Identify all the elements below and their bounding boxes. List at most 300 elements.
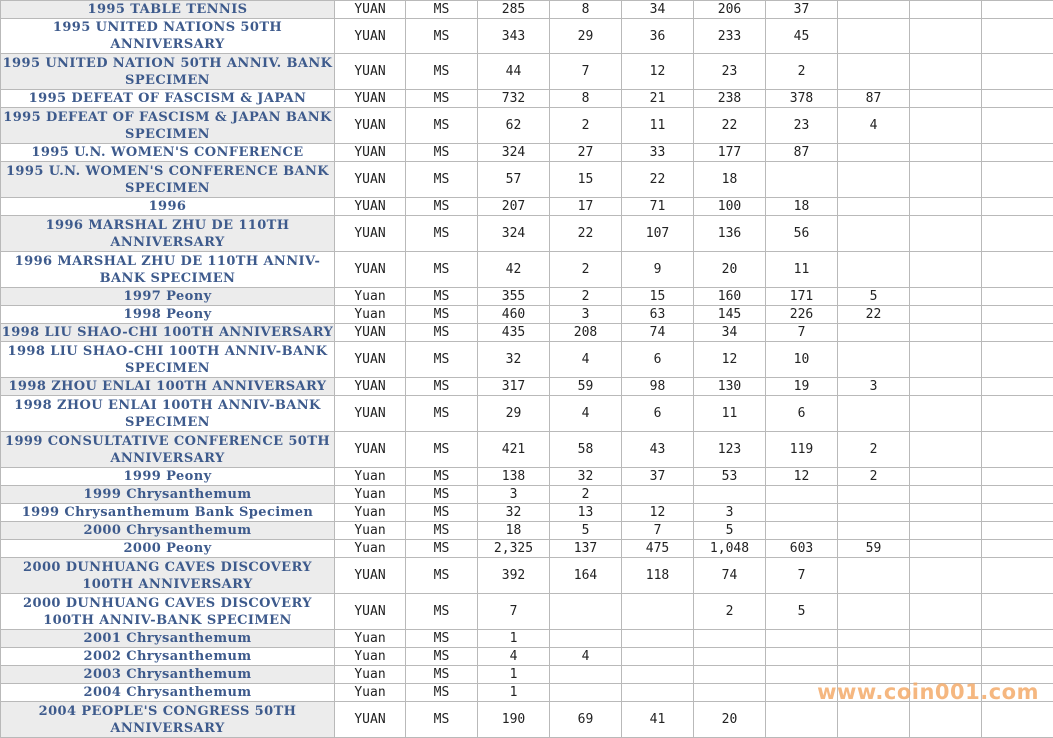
value-cell [838, 504, 910, 522]
coin-name-cell: 1996 [1, 198, 335, 216]
coin-name-cell: 1995 U.N. WOMEN'S CONFERENCE BANK SPECIMEN [1, 162, 335, 198]
value-cell: 36 [622, 19, 694, 54]
value-cell [910, 504, 982, 522]
value-cell: 421 [478, 432, 550, 468]
value-cell: 233 [694, 19, 766, 54]
currency-cell: YUAN [335, 396, 406, 432]
value-cell [982, 252, 1053, 288]
value-cell [982, 342, 1053, 378]
value-cell: 8 [550, 1, 622, 19]
value-cell: 7 [622, 522, 694, 540]
value-cell [910, 252, 982, 288]
value-cell [910, 666, 982, 684]
value-cell: 6 [622, 396, 694, 432]
grade-cell: MS [406, 144, 478, 162]
value-cell: 355 [478, 288, 550, 306]
value-cell: 1,048 [694, 540, 766, 558]
grade-cell: MS [406, 540, 478, 558]
table-row [1, 522, 1053, 540]
value-cell: 44 [478, 54, 550, 90]
grade-cell: MS [406, 19, 478, 54]
value-cell [766, 522, 838, 540]
table-row [1, 216, 1053, 252]
grade-cell: MS [406, 252, 478, 288]
value-cell [838, 630, 910, 648]
value-cell [694, 648, 766, 666]
currency-cell: YUAN [335, 252, 406, 288]
table-row [1, 144, 1053, 162]
value-cell: 2 [766, 54, 838, 90]
currency-cell: YUAN [335, 342, 406, 378]
value-cell: 42 [478, 252, 550, 288]
value-cell [910, 594, 982, 630]
coin-name-cell: 1996 MARSHAL ZHU DE 110TH ANNIV-BANK SPECIMEN [1, 252, 335, 288]
table-row [1, 540, 1053, 558]
value-cell [838, 162, 910, 198]
coin-name-cell: 2002 Chrysanthemum [1, 648, 335, 666]
value-cell: 22 [622, 162, 694, 198]
value-cell: 63 [622, 306, 694, 324]
value-cell: 34 [694, 324, 766, 342]
value-cell: 74 [694, 558, 766, 594]
currency-cell: Yuan [335, 486, 406, 504]
value-cell [838, 396, 910, 432]
currency-cell: YUAN [335, 324, 406, 342]
value-cell [838, 594, 910, 630]
value-cell [982, 90, 1053, 108]
value-cell [838, 666, 910, 684]
coin-name-cell: 1995 U.N. WOMEN'S CONFERENCE [1, 144, 335, 162]
currency-cell: YUAN [335, 162, 406, 198]
value-cell [982, 288, 1053, 306]
value-cell [910, 468, 982, 486]
table-row [1, 594, 1053, 630]
currency-cell: Yuan [335, 684, 406, 702]
value-cell: 2 [550, 486, 622, 504]
grade-cell: MS [406, 486, 478, 504]
value-cell: 23 [694, 54, 766, 90]
value-cell: 171 [766, 288, 838, 306]
value-cell: 15 [550, 162, 622, 198]
coin-name-cell: 2001 Chrysanthemum [1, 630, 335, 648]
value-cell: 2 [838, 432, 910, 468]
value-cell [982, 432, 1053, 468]
value-cell [910, 540, 982, 558]
table-row [1, 684, 1053, 702]
coin-name-cell: 2003 Chrysanthemum [1, 666, 335, 684]
value-cell: 324 [478, 216, 550, 252]
coin-name-cell: 1998 ZHOU ENLAI 100TH ANNIV-BANK SPECIMEN [1, 396, 335, 432]
table-row [1, 342, 1053, 378]
value-cell [982, 198, 1053, 216]
value-cell: 56 [766, 216, 838, 252]
value-cell [838, 522, 910, 540]
currency-cell: Yuan [335, 630, 406, 648]
currency-cell: Yuan [335, 288, 406, 306]
value-cell [838, 144, 910, 162]
currency-cell: YUAN [335, 144, 406, 162]
table-row [1, 648, 1053, 666]
value-cell: 603 [766, 540, 838, 558]
value-cell: 130 [694, 378, 766, 396]
value-cell: 3 [694, 504, 766, 522]
value-cell [622, 486, 694, 504]
value-cell [910, 19, 982, 54]
value-cell: 98 [622, 378, 694, 396]
value-cell: 5 [766, 594, 838, 630]
value-cell: 145 [694, 306, 766, 324]
value-cell: 2 [550, 288, 622, 306]
value-cell [910, 144, 982, 162]
grade-cell: MS [406, 648, 478, 666]
table-row [1, 19, 1053, 54]
coin-name-cell: 2004 PEOPLE'S CONGRESS 50TH ANNIVERSARY [1, 702, 335, 738]
value-cell [982, 540, 1053, 558]
currency-cell: YUAN [335, 378, 406, 396]
value-cell: 9 [622, 252, 694, 288]
value-cell: 177 [694, 144, 766, 162]
value-cell: 1 [478, 684, 550, 702]
value-cell: 29 [478, 396, 550, 432]
currency-cell: YUAN [335, 54, 406, 90]
value-cell [982, 702, 1053, 738]
value-cell: 100 [694, 198, 766, 216]
value-cell: 32 [478, 504, 550, 522]
value-cell [766, 630, 838, 648]
value-cell: 285 [478, 1, 550, 19]
value-cell: 23 [766, 108, 838, 144]
currency-cell: Yuan [335, 522, 406, 540]
currency-cell: YUAN [335, 1, 406, 19]
table-body [1, 1, 1053, 738]
value-cell: 3 [838, 378, 910, 396]
value-cell [838, 648, 910, 666]
value-cell: 1 [478, 630, 550, 648]
value-cell: 136 [694, 216, 766, 252]
coin-name-cell: 1999 Peony [1, 468, 335, 486]
value-cell [622, 684, 694, 702]
value-cell: 119 [766, 432, 838, 468]
value-cell: 69 [550, 702, 622, 738]
value-cell [910, 342, 982, 378]
value-cell [838, 198, 910, 216]
value-cell [910, 324, 982, 342]
grade-cell: MS [406, 702, 478, 738]
value-cell: 37 [622, 468, 694, 486]
value-cell [910, 396, 982, 432]
value-cell: 226 [766, 306, 838, 324]
value-cell [910, 90, 982, 108]
coin-name-cell: 1998 Peony [1, 306, 335, 324]
value-cell: 13 [550, 504, 622, 522]
value-cell: 317 [478, 378, 550, 396]
value-cell: 71 [622, 198, 694, 216]
value-cell [910, 216, 982, 252]
table-row [1, 108, 1053, 144]
grade-cell: MS [406, 630, 478, 648]
value-cell: 4 [478, 648, 550, 666]
coin-name-cell: 1998 ZHOU ENLAI 100TH ANNIVERSARY [1, 378, 335, 396]
coin-name-cell: 1999 Chrysanthemum Bank Specimen [1, 504, 335, 522]
value-cell: 58 [550, 432, 622, 468]
currency-cell: YUAN [335, 19, 406, 54]
value-cell: 11 [622, 108, 694, 144]
coin-name-cell: 1995 TABLE TENNIS [1, 1, 335, 19]
value-cell [982, 558, 1053, 594]
value-cell: 33 [622, 144, 694, 162]
coin-name-cell: 1995 DEFEAT OF FASCISM & JAPAN BANK SPECIMEN [1, 108, 335, 144]
value-cell: 392 [478, 558, 550, 594]
grade-cell: MS [406, 90, 478, 108]
value-cell: 62 [478, 108, 550, 144]
value-cell: 5 [838, 288, 910, 306]
value-cell [838, 216, 910, 252]
value-cell: 7 [766, 558, 838, 594]
value-cell [982, 630, 1053, 648]
value-cell: 21 [622, 90, 694, 108]
value-cell [910, 108, 982, 144]
value-cell [838, 1, 910, 19]
value-cell: 43 [622, 432, 694, 468]
currency-cell: YUAN [335, 216, 406, 252]
value-cell: 29 [550, 19, 622, 54]
value-cell [766, 162, 838, 198]
value-cell: 160 [694, 288, 766, 306]
value-cell: 20 [694, 702, 766, 738]
value-cell [694, 666, 766, 684]
coin-name-cell: 1995 DEFEAT OF FASCISM & JAPAN [1, 90, 335, 108]
value-cell [622, 666, 694, 684]
value-cell: 12 [622, 54, 694, 90]
coin-name-cell: 1998 LIU SHAO-CHI 100TH ANNIVERSARY [1, 324, 335, 342]
coin-name-cell: 2000 Chrysanthemum [1, 522, 335, 540]
value-cell [910, 378, 982, 396]
value-cell: 59 [550, 378, 622, 396]
value-cell [982, 486, 1053, 504]
value-cell: 41 [622, 702, 694, 738]
value-cell: 22 [838, 306, 910, 324]
value-cell: 20 [694, 252, 766, 288]
grade-cell: MS [406, 468, 478, 486]
coin-name-cell: 1999 Chrysanthemum [1, 486, 335, 504]
value-cell [982, 396, 1053, 432]
grade-cell: MS [406, 504, 478, 522]
value-cell [982, 144, 1053, 162]
grade-cell: MS [406, 324, 478, 342]
value-cell [838, 558, 910, 594]
value-cell [838, 342, 910, 378]
value-cell: 5 [550, 522, 622, 540]
value-cell: 22 [550, 216, 622, 252]
value-cell: 1 [478, 666, 550, 684]
value-cell [622, 648, 694, 666]
value-cell [550, 594, 622, 630]
value-cell [838, 684, 910, 702]
value-cell: 37 [766, 1, 838, 19]
value-cell: 3 [478, 486, 550, 504]
value-cell: 460 [478, 306, 550, 324]
value-cell [910, 684, 982, 702]
table-row [1, 1, 1053, 19]
value-cell: 2 [694, 594, 766, 630]
value-cell: 74 [622, 324, 694, 342]
coin-name-cell: 2004 Chrysanthemum [1, 684, 335, 702]
value-cell: 59 [838, 540, 910, 558]
value-cell [982, 216, 1053, 252]
grade-cell: MS [406, 1, 478, 19]
currency-cell: YUAN [335, 432, 406, 468]
value-cell: 6 [622, 342, 694, 378]
table-row [1, 486, 1053, 504]
table-row [1, 90, 1053, 108]
value-cell [838, 19, 910, 54]
value-cell: 27 [550, 144, 622, 162]
currency-cell: YUAN [335, 198, 406, 216]
value-cell: 2,325 [478, 540, 550, 558]
value-cell: 8 [550, 90, 622, 108]
value-cell [910, 54, 982, 90]
currency-cell: Yuan [335, 468, 406, 486]
value-cell: 87 [838, 90, 910, 108]
value-cell: 18 [766, 198, 838, 216]
grade-cell: MS [406, 684, 478, 702]
value-cell [622, 594, 694, 630]
table-row [1, 324, 1053, 342]
currency-cell: Yuan [335, 540, 406, 558]
value-cell [694, 684, 766, 702]
table-row [1, 252, 1053, 288]
grade-cell: MS [406, 558, 478, 594]
grade-cell: MS [406, 162, 478, 198]
value-cell: 4 [550, 342, 622, 378]
value-cell: 87 [766, 144, 838, 162]
value-cell: 7 [478, 594, 550, 630]
value-cell: 7 [766, 324, 838, 342]
value-cell [982, 648, 1053, 666]
value-cell: 138 [478, 468, 550, 486]
table-row [1, 198, 1053, 216]
value-cell [910, 1, 982, 19]
grade-cell: MS [406, 54, 478, 90]
table-row [1, 162, 1053, 198]
value-cell [550, 666, 622, 684]
currency-cell: Yuan [335, 648, 406, 666]
value-cell: 324 [478, 144, 550, 162]
currency-cell: YUAN [335, 90, 406, 108]
coin-name-cell: 1997 Peony [1, 288, 335, 306]
value-cell [982, 162, 1053, 198]
value-cell [982, 306, 1053, 324]
value-cell: 2 [550, 252, 622, 288]
value-cell: 2 [550, 108, 622, 144]
table-row [1, 468, 1053, 486]
value-cell [982, 522, 1053, 540]
value-cell [766, 666, 838, 684]
value-cell [910, 522, 982, 540]
value-cell: 732 [478, 90, 550, 108]
value-cell [766, 684, 838, 702]
value-cell [982, 504, 1053, 522]
value-cell: 15 [622, 288, 694, 306]
value-cell [766, 504, 838, 522]
currency-cell: Yuan [335, 504, 406, 522]
site-watermark: www.coin001.com [817, 680, 1039, 704]
grade-cell: MS [406, 666, 478, 684]
value-cell: 32 [478, 342, 550, 378]
value-cell [982, 1, 1053, 19]
value-cell: 435 [478, 324, 550, 342]
value-cell [838, 252, 910, 288]
currency-cell: Yuan [335, 306, 406, 324]
value-cell [982, 19, 1053, 54]
table-row [1, 630, 1053, 648]
grade-cell: MS [406, 288, 478, 306]
value-cell [766, 648, 838, 666]
value-cell: 18 [694, 162, 766, 198]
coin-name-cell: 2000 DUNHUANG CAVES DISCOVERY 100TH ANNIV-BANK SPECIMEN [1, 594, 335, 630]
value-cell [910, 558, 982, 594]
value-cell: 7 [550, 54, 622, 90]
grade-cell: MS [406, 198, 478, 216]
value-cell: 45 [766, 19, 838, 54]
grade-cell: MS [406, 594, 478, 630]
value-cell [838, 324, 910, 342]
value-cell [766, 486, 838, 504]
value-cell [982, 54, 1053, 90]
table-row [1, 666, 1053, 684]
grade-cell: MS [406, 216, 478, 252]
coin-name-cell: 1996 MARSHAL ZHU DE 110TH ANNIVERSARY [1, 216, 335, 252]
value-cell [910, 288, 982, 306]
currency-cell: YUAN [335, 702, 406, 738]
value-cell [694, 630, 766, 648]
value-cell: 206 [694, 1, 766, 19]
table-row [1, 306, 1053, 324]
value-cell: 107 [622, 216, 694, 252]
currency-cell: Yuan [335, 666, 406, 684]
value-cell: 190 [478, 702, 550, 738]
table-row [1, 288, 1053, 306]
value-cell [982, 684, 1053, 702]
value-cell [550, 630, 622, 648]
value-cell: 118 [622, 558, 694, 594]
table-row [1, 378, 1053, 396]
value-cell: 12 [694, 342, 766, 378]
value-cell [910, 198, 982, 216]
value-cell [910, 702, 982, 738]
currency-cell: YUAN [335, 108, 406, 144]
value-cell [910, 162, 982, 198]
value-cell: 4 [550, 396, 622, 432]
value-cell: 10 [766, 342, 838, 378]
value-cell [910, 630, 982, 648]
value-cell: 12 [622, 504, 694, 522]
value-cell [982, 378, 1053, 396]
value-cell: 5 [694, 522, 766, 540]
value-cell [838, 54, 910, 90]
grade-cell: MS [406, 522, 478, 540]
coin-name-cell: 1995 UNITED NATIONS 50TH ANNIVERSARY [1, 19, 335, 54]
table-row [1, 558, 1053, 594]
value-cell: 378 [766, 90, 838, 108]
value-cell [910, 432, 982, 468]
value-cell: 6 [766, 396, 838, 432]
value-cell: 32 [550, 468, 622, 486]
value-cell: 238 [694, 90, 766, 108]
grade-cell: MS [406, 432, 478, 468]
currency-cell: YUAN [335, 558, 406, 594]
value-cell [982, 468, 1053, 486]
